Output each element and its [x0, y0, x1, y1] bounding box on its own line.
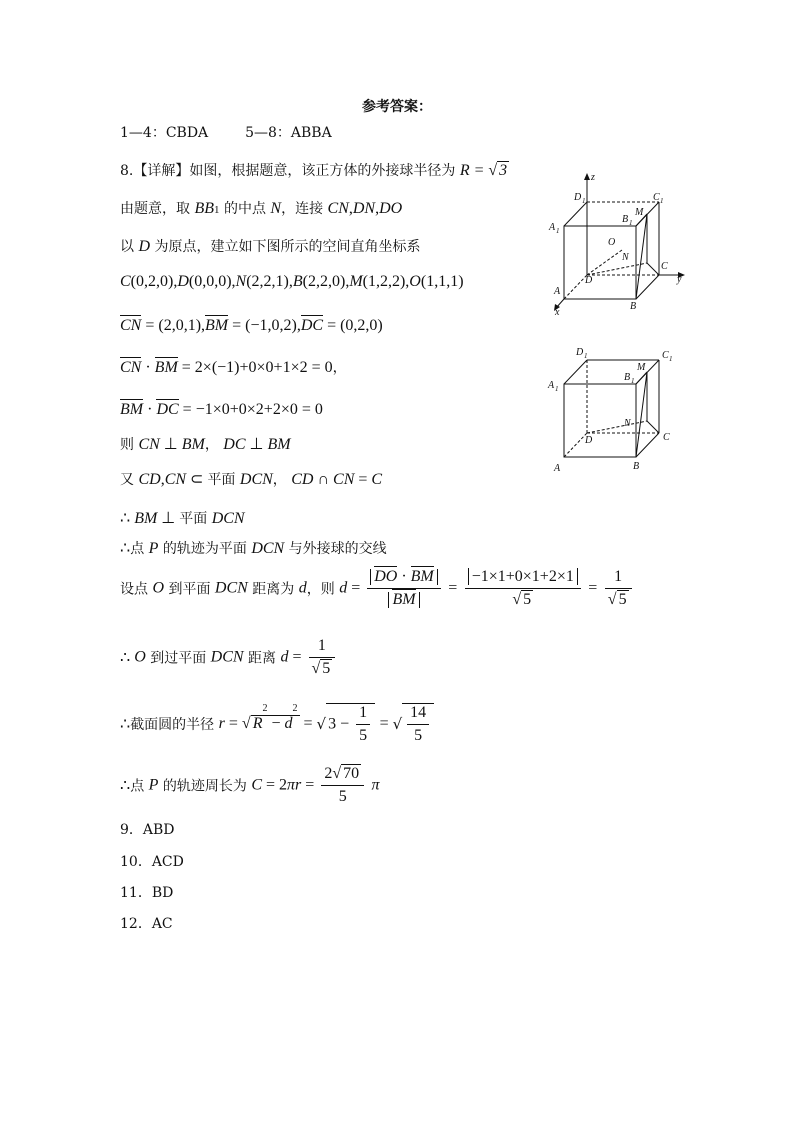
q8-distance-formula: 设点 O 到平面 DCN 距离为 d，则 d = $\frac{DO \cdot BM}{BM}$ = $\frac{-1\times 1+0\times 1+2\times 1}{√ 5}$ = $\frac{1}{√ 5}$: [120, 568, 635, 609]
svg-text:B: B: [624, 372, 631, 383]
svg-text:1: 1: [584, 352, 588, 360]
answer-11: 11．BD: [120, 885, 174, 901]
q8-radius-expr: R = √ 3: [459, 162, 508, 179]
answer-10: 10．ACD: [120, 854, 184, 870]
answer-9: 9．ABD: [120, 822, 175, 838]
svg-text:1: 1: [629, 219, 633, 227]
q8-radius: ∴截面圆的半径 r = √ $R^2 - d^2$ = √ 3 − $\frac{1}{5}$ = √ $\frac{14}{5}$: [120, 703, 434, 745]
page-title: 参考答案：: [362, 99, 432, 115]
svg-text:C: C: [663, 432, 670, 443]
svg-text:1: 1: [660, 197, 664, 205]
svg-text:M: M: [635, 207, 644, 218]
q8-distance-conclusion: ∴ O 到过平面 DCN 距离 d = $\frac{1}{√ 5}$: [120, 637, 338, 678]
svg-text:1: 1: [669, 355, 673, 363]
distance-fraction-numeric: $\frac{-1\times 1+0\times 1+2\times 1}{√ 5}$: [465, 568, 581, 609]
svg-text:C: C: [653, 192, 660, 203]
svg-text:z: z: [591, 172, 595, 183]
svg-text:x: x: [555, 307, 560, 315]
svg-text:A: A: [554, 463, 561, 474]
q8-dot-product-1: CN · BM = 2×(−1)+0×0+1×2 = 0，: [120, 359, 347, 376]
svg-text:D: D: [576, 347, 584, 358]
q8-midpoint-line: 由题意，取 BB1 的中点 N，连接 CN,DN,DO: [120, 200, 403, 217]
answers-group-1: 1—4：CBDA: [120, 125, 209, 141]
svg-text:C: C: [662, 350, 669, 361]
svg-text:D: D: [574, 192, 582, 203]
svg-text:1: 1: [582, 197, 586, 205]
svg-text:D: D: [585, 275, 593, 286]
q8-dot-product-2: BM · DC = −1×0+0×2+2×0 = 0: [120, 401, 323, 418]
q8-label: 8.【详解】如图，根据题意，该正方体的外接球半径为: [120, 163, 456, 179]
answer-12: 12．AC: [120, 916, 173, 932]
q8-coordinates: C(0,2,0),D(0,0,0),N(2,2,1),B(2,2,0),M(1,2,2),O(1,1,1): [120, 273, 464, 290]
svg-text:A: A: [548, 380, 555, 391]
q8-intro: [120, 161, 509, 181]
answers-group-2: 5—8：ABBA: [245, 125, 332, 141]
svg-text:B: B: [630, 301, 637, 312]
svg-text:1: 1: [556, 227, 560, 235]
svg-text:O: O: [608, 237, 616, 248]
q8-conclusion-1: ∴ BM ⊥ 平面 DCN: [120, 510, 245, 527]
svg-text:N: N: [622, 252, 629, 263]
svg-text:y: y: [677, 274, 682, 285]
q8-vectors: CN = (2,0,1),BM = (−1,0,2),DC = (0,2,0): [120, 317, 383, 334]
svg-text:1: 1: [631, 377, 635, 385]
svg-text:B: B: [622, 214, 629, 225]
distance-fraction-vector: $\frac{DO \cdot BM}{BM}$: [367, 568, 441, 609]
svg-text:M: M: [637, 362, 646, 373]
cube-figure-with-axes: [540, 170, 700, 315]
svg-text:1: 1: [555, 385, 559, 393]
q8-circumference: ∴点 P 的轨迹周长为 C = 2πr = $\frac{2√ 70}{5}$ π: [120, 765, 380, 805]
svg-text:N: N: [624, 418, 631, 429]
svg-text:A: A: [549, 222, 556, 233]
svg-text:D: D: [585, 435, 593, 446]
q8-perpendicular: 则 CN ⊥ BM， DC ⊥ BM: [120, 436, 291, 453]
svg-text:B: B: [633, 461, 640, 472]
answers-1-8: [120, 123, 332, 143]
svg-text:C: C: [661, 261, 668, 272]
svg-text:A: A: [554, 286, 561, 297]
q8-subset: 又 CD,CN ⊂ 平面 DCN， CD ∩ CN = C: [120, 471, 383, 488]
q8-coordinate-system-line: 以 D 为原点，建立如下图所示的空间直角坐标系: [120, 238, 421, 255]
q8-conclusion-2: ∴点 P 的轨迹为平面 DCN 与外接球的交线: [120, 540, 387, 557]
cube-figure: [540, 340, 700, 480]
distance-result: $\frac{1}{√ 5}$: [605, 568, 632, 609]
